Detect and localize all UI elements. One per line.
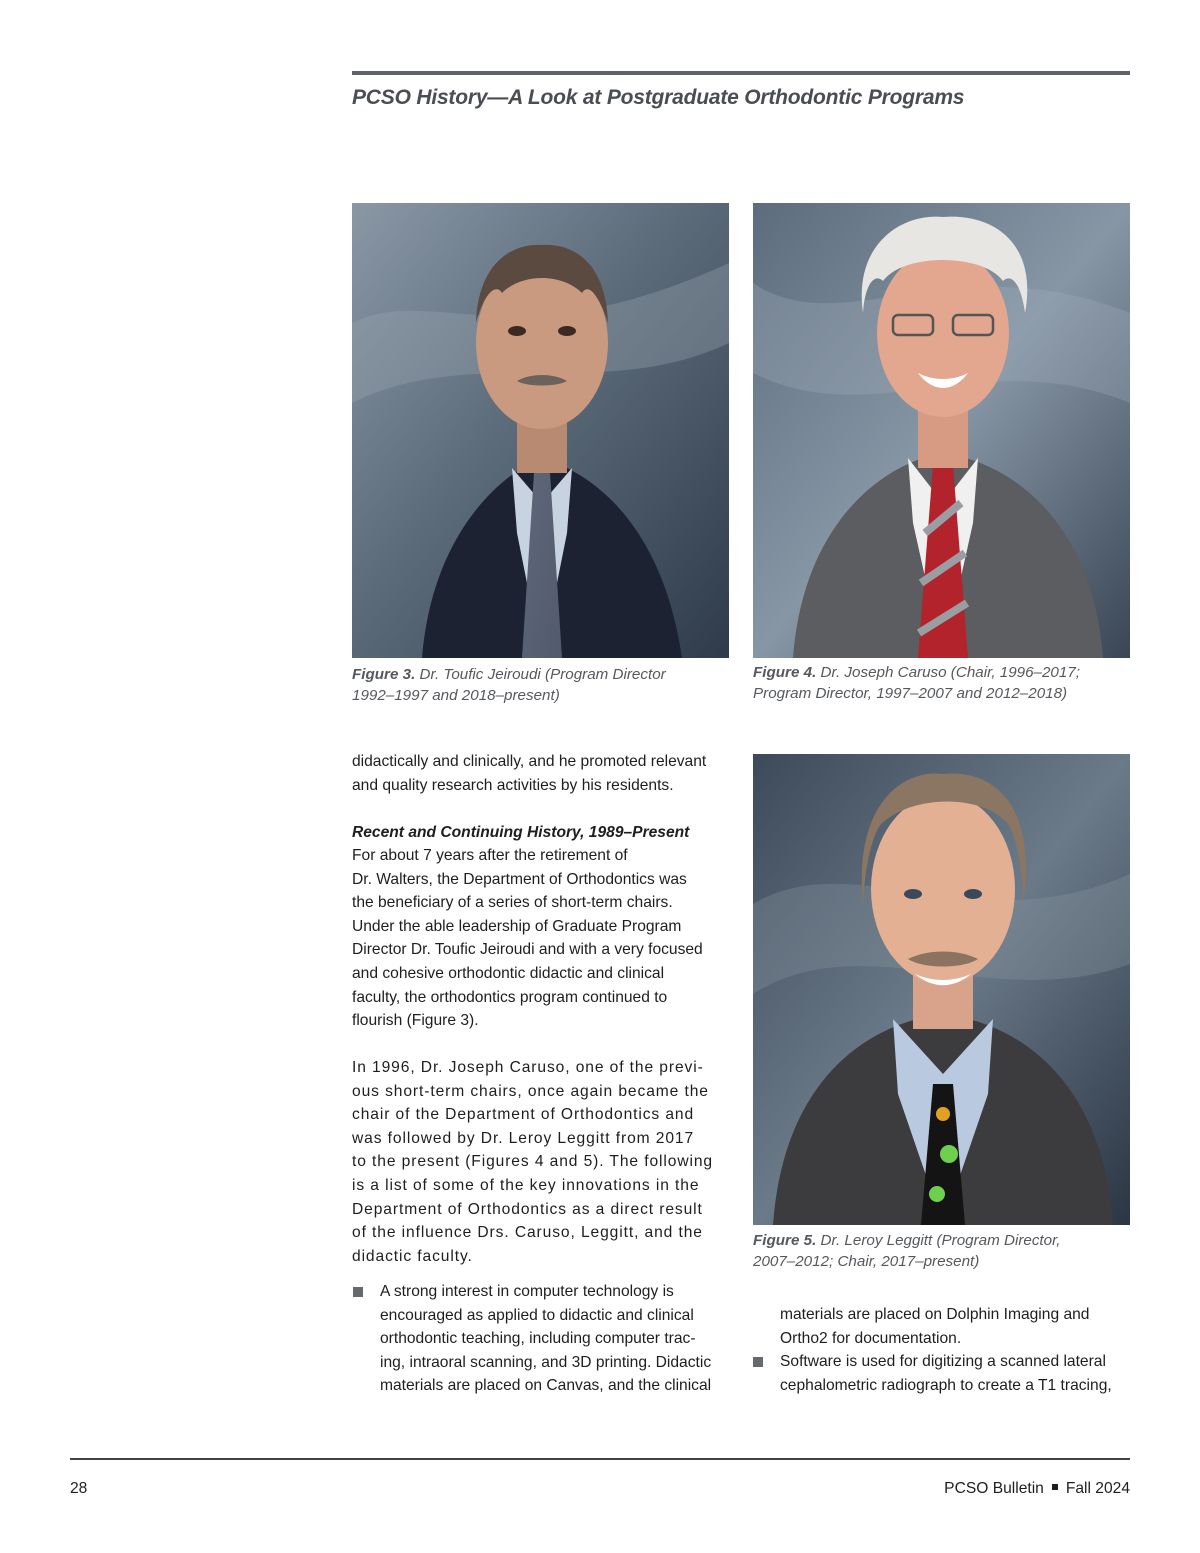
text-line: faculty, the orthodontics program continued to (352, 988, 668, 1006)
text-line: Director Dr. Toufic Jeiroudi and with a very focused (352, 941, 703, 959)
text-line: to the present (Figures 4 and 5). The following (352, 1153, 713, 1171)
figure-5-caption (753, 1230, 1133, 1272)
footer-rule (70, 1458, 1130, 1460)
text-line: and quality research activities by his residents. (352, 776, 674, 794)
text-line: materials are placed on Dolphin Imaging and (780, 1306, 1090, 1323)
figure-3-photo (352, 203, 729, 658)
text-line: cephalometric radiograph to create a T1 tracing, (780, 1376, 1112, 1394)
text-line: ing, intraoral scanning, and 3D printing. Didactic (380, 1353, 712, 1371)
publication-name: PCSO Bulletin (944, 1480, 1044, 1497)
text-line: and cohesive orthodontic didactic and clinical (352, 964, 665, 982)
bullet-square-icon (353, 1287, 363, 1297)
text-line: Ortho2 for documentation. (780, 1329, 962, 1347)
text-line: the beneficiary of a series of short-term chairs. (352, 894, 673, 912)
text-line: of the influence Drs. Caruso, Leggitt, and the (352, 1224, 703, 1242)
bullet-square-icon (753, 1357, 763, 1367)
text-line: didactically and clinically, and he promoted relevant (352, 753, 707, 770)
history-paragraph (352, 844, 703, 1033)
issue-date: Fall 2024 (1065, 1480, 1130, 1497)
figure-3-label: Figure 3. (352, 666, 416, 683)
bullet-item-continued (780, 1303, 1089, 1350)
figure-4-caption-line1: Dr. Joseph Caruso (Chair, 1996–2017; (820, 664, 1080, 681)
page-header-title: PCSO History—A Look at Postgraduate Orthodontic Programs (352, 86, 965, 109)
figure-4-label: Figure 4. (753, 664, 817, 681)
figure-3-caption (352, 664, 732, 706)
intro-paragraph (352, 750, 706, 797)
text-line: was followed by Dr. Leroy Leggitt from 2017 (352, 1129, 695, 1147)
bullet-item-software (780, 1350, 1112, 1397)
figure-5-caption-line1: Dr. Leroy Leggitt (Program Director, (820, 1232, 1061, 1249)
figure-5-label: Figure 5. (753, 1232, 817, 1249)
section-heading: Recent and Continuing History, 1989–Present (352, 824, 690, 841)
text-line: In 1996, Dr. Joseph Caruso, one of the previ- (352, 1059, 704, 1076)
text-line: Dr. Walters, the Department of Orthodontics was (352, 870, 687, 888)
figure-4-caption-line2: Program Director, 1997–2007 and 2012–2018) (753, 685, 1068, 702)
figure-4-caption (753, 662, 1133, 704)
text-line: chair of the Department of Orthodontics and (352, 1106, 695, 1124)
figure-3-caption-line1: Dr. Toufic Jeiroudi (Program Director (419, 666, 666, 683)
page-number: 28 (70, 1480, 88, 1497)
text-line: materials are placed on Canvas, and the clinical (380, 1377, 712, 1395)
text-line: ous short-term chairs, once again became the (352, 1082, 709, 1100)
text-line: Department of Orthodontics as a direct result (352, 1200, 703, 1218)
figure-5-photo (753, 754, 1130, 1225)
text-line: didactic faculty. (352, 1247, 473, 1265)
text-line: orthodontic teaching, including computer trac- (380, 1330, 696, 1348)
text-line: For about 7 years after the retirement of (352, 847, 628, 864)
text-line: A strong interest in computer technology is (380, 1283, 674, 1300)
footer-publication (944, 1480, 1130, 1498)
figure-5-caption-line2: 2007–2012; Chair, 2017–present) (753, 1253, 980, 1270)
text-line: Under the able leadership of Graduate Program (352, 917, 682, 935)
header-rule (352, 71, 1130, 75)
figure-3-caption-line2: 1992–1997 and 2018–present) (352, 687, 560, 704)
text-line: encouraged as applied to didactic and clinical (380, 1306, 694, 1324)
paragraph-1996 (352, 1056, 713, 1268)
square-separator-icon (1052, 1484, 1058, 1490)
text-line: Software is used for digitizing a scanned lateral (780, 1353, 1106, 1370)
figure-4-photo (753, 203, 1130, 658)
text-line: is a list of some of the key innovations in the (352, 1176, 700, 1194)
bullet-item-computer-technology (380, 1280, 711, 1398)
text-line: flourish (Figure 3). (352, 1012, 479, 1030)
